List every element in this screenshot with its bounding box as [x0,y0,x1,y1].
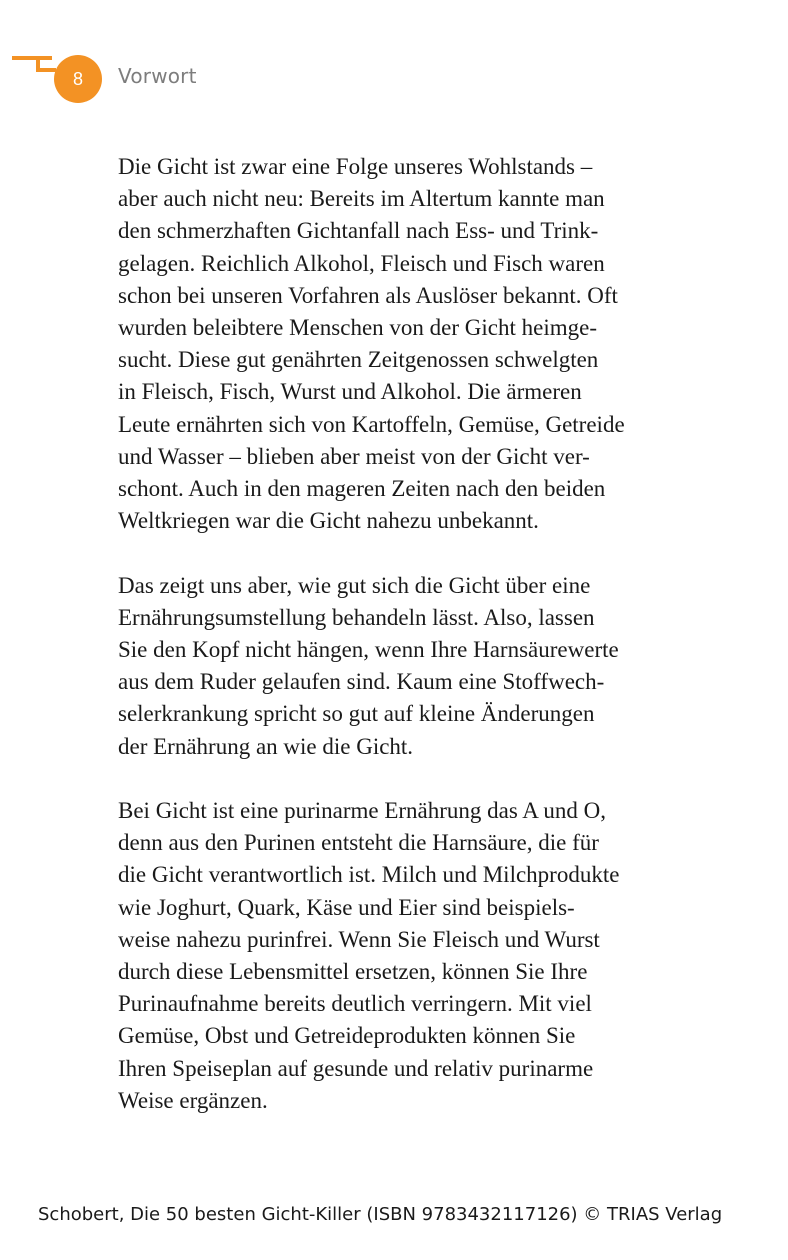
text-line: aus dem Ruder gelaufen sind. Kaum eine Stoffwech- [118,669,605,695]
text-line: in Fleisch, Fisch, Wurst und Alkohol. Die ärmeren [118,379,582,405]
paragraph [118,570,718,763]
text-line: und Wasser – blieben aber meist von der Gicht ver- [118,443,590,469]
page-number-text: 8 [72,69,83,89]
text-line: Weise ergänzen. [118,1087,268,1113]
paragraph [118,795,718,1117]
text-line: denn aus den Purinen entsteht die Harnsäure, die für [118,830,599,856]
text-line: weise nahezu purinfrei. Wenn Sie Fleisch und Wurst [118,926,600,952]
text-line: der Ernährung an wie die Gicht. [118,733,414,759]
footer-citation: Schobert, Die 50 besten Gicht-Killer (ISBN 9783432117126) © TRIAS Verlag [38,1204,723,1225]
text-line: schon bei unseren Vorfahren als Auslöser bekannt. Oft [118,282,618,308]
decor-bar [36,56,40,70]
text-line: Das zeigt uns aber, wie gut sich die Gicht über eine [118,572,591,598]
text-line: schont. Auch in den mageren Zeiten nach den beiden [118,476,606,502]
text-line: Ernährungsumstellung behandeln lässt. Also, lassen [118,604,595,630]
text-line: die Gicht verantwortlich ist. Milch und Milchprodukte [118,862,620,888]
text-line: aber auch nicht neu: Bereits im Altertum kannte man [118,186,605,212]
text-line: sucht. Diese gut genährten Zeitgenossen schwelgten [118,347,599,373]
text-line: den schmerzhaften Gichtanfall nach Ess- und Trink- [118,218,599,244]
text-line: gelagen. Reichlich Alkohol, Fleisch und Fisch waren [118,250,605,276]
text-line: durch diese Lebensmittel ersetzen, können Sie Ihre [118,959,588,985]
text-line: Weltkriegen war die Gicht nahezu unbekannt. [118,508,539,534]
text-line: wurden beleibtere Menschen von der Gicht heimge- [118,315,597,341]
decor-bar [36,68,56,72]
text-line: Gemüse, Obst und Getreideprodukten können Sie [118,1023,576,1049]
decor-bar [12,56,52,60]
section-title: Vorwort [118,64,197,88]
text-line: Die Gicht ist zwar eine Folge unseres Wohlstands – [118,154,593,179]
text-line: Leute ernährten sich von Kartoffeln, Gemüse, Getreide [118,411,625,437]
text-line: wie Joghurt, Quark, Käse und Eier sind beispiels- [118,894,575,920]
text-line: Ihren Speiseplan auf gesunde und relativ purinarme [118,1055,594,1081]
body-text [118,151,718,1149]
text-line: Purinaufnahme bereits deutlich verringern. Mit viel [118,991,592,1017]
text-line: selerkrankung spricht so gut auf kleine Änderungen [118,701,595,727]
paragraph [118,151,718,537]
text-line: Sie den Kopf nicht hängen, wenn Ihre Harnsäurewerte [118,637,619,663]
text-line: Bei Gicht ist eine purinarme Ernährung das A und O, [118,798,607,824]
